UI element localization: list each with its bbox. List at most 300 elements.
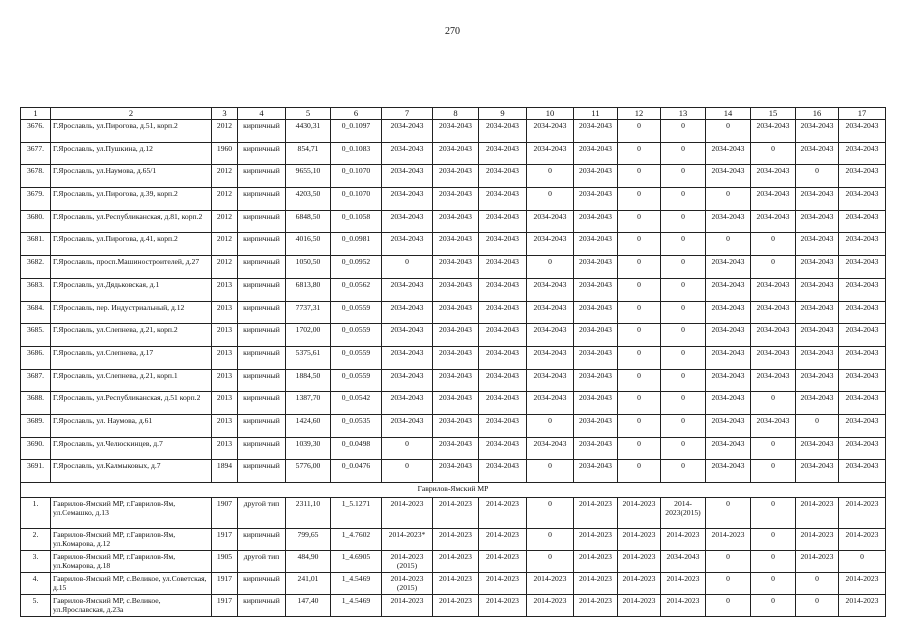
table-cell: 2034-2043 [751, 278, 796, 301]
table-cell: 2034-2043 [382, 165, 433, 188]
table-cell: 2012 [212, 120, 238, 143]
table-cell: 0 [527, 460, 574, 483]
table-cell: 2034-2043 [661, 551, 706, 573]
table-cell: 2014-2023 [574, 529, 618, 551]
table-cell: 3676. [21, 120, 51, 143]
table-cell: 0 [661, 278, 706, 301]
table-cell: 2014-2023 [796, 529, 839, 551]
table-cell: 2014-2023 [839, 595, 886, 617]
table-cell: 0 [618, 301, 661, 324]
table-cell: кирпичный [238, 301, 286, 324]
table-cell: 0 [618, 437, 661, 460]
table-cell: 1960 [212, 142, 238, 165]
table-cell: 0 [706, 120, 751, 143]
address-cell: Г.Ярославль, ул.Республиканская, д.51 корп.2 [51, 392, 212, 415]
table-cell: 0 [661, 256, 706, 279]
table-cell: 2012 [212, 256, 238, 279]
table-cell: 0 [618, 278, 661, 301]
table-cell: 2034-2043 [706, 392, 751, 415]
table-row [21, 392, 886, 415]
table-cell: 2014-2023 [479, 551, 527, 573]
page-number: 270 [445, 26, 460, 37]
table-cell: 2034-2043 [839, 165, 886, 188]
table-cell: 2034-2043 [706, 437, 751, 460]
table-cell: 2034-2043 [433, 142, 479, 165]
table-cell: 2014-2023 [839, 529, 886, 551]
table-cell: 3686. [21, 346, 51, 369]
address-cell: Гаврилов-Ямский МР, с.Великое, ул.Ярославская, д.23а [51, 595, 212, 617]
table-cell: 2014-2023 [433, 595, 479, 617]
table-cell: 2014-2023 [433, 551, 479, 573]
table-cell: 2034-2043 [796, 437, 839, 460]
table-cell: 2034-2043 [574, 142, 618, 165]
table-cell: 2034-2043 [796, 188, 839, 211]
table-cell: 2014-2023 [527, 573, 574, 595]
column-header: 7 [382, 108, 433, 120]
table-cell: 2034-2043 [839, 278, 886, 301]
table-cell: 0 [661, 346, 706, 369]
table-cell: кирпичный [238, 188, 286, 211]
table-row [21, 529, 886, 551]
table-cell: 2034-2043 [479, 437, 527, 460]
table-cell: 0 [382, 460, 433, 483]
table-cell: 3677. [21, 142, 51, 165]
table-cell: 2034-2043 [527, 346, 574, 369]
table-cell: 2034-2043 [479, 392, 527, 415]
table-cell: 2034-2043 [706, 460, 751, 483]
table-cell: кирпичный [238, 256, 286, 279]
table-cell: 2034-2043 [382, 414, 433, 437]
table-cell: 2014-2023 [479, 595, 527, 617]
table-cell: 2014-2023 [382, 498, 433, 529]
table-cell: 2034-2043 [433, 346, 479, 369]
table-cell: 0 [661, 188, 706, 211]
table-cell: 2034-2043 [433, 210, 479, 233]
table-cell: 3683. [21, 278, 51, 301]
column-header: 15 [751, 108, 796, 120]
table-cell: 2034-2043 [433, 460, 479, 483]
table-row [21, 233, 886, 256]
table-cell: 0 [618, 392, 661, 415]
table-cell: 0 [661, 414, 706, 437]
table-row [21, 256, 886, 279]
table-cell: 0 [661, 369, 706, 392]
table-cell: 2034-2043 [706, 369, 751, 392]
table-cell: 3689. [21, 414, 51, 437]
table-cell: 2014-2023 [839, 573, 886, 595]
table-row [21, 346, 886, 369]
table-cell: 0_0.0559 [331, 301, 382, 324]
table-cell: 0 [751, 256, 796, 279]
table-cell: 2034-2043 [751, 188, 796, 211]
address-cell: Г.Ярославль, ул. Наумова, д.61 [51, 414, 212, 437]
table-cell: 0 [527, 551, 574, 573]
column-header: 13 [661, 108, 706, 120]
table-cell: 2034-2043 [574, 346, 618, 369]
table-cell: 2034-2043 [839, 392, 886, 415]
table-cell: 4203,50 [286, 188, 331, 211]
table-cell: 2012 [212, 210, 238, 233]
table-row [21, 278, 886, 301]
table-cell: 0 [706, 233, 751, 256]
table-cell: 4016,50 [286, 233, 331, 256]
table-cell: 2014-2023 [433, 573, 479, 595]
table-cell: 2014-2023 [618, 573, 661, 595]
table-row [21, 210, 886, 233]
table-cell: 0 [382, 256, 433, 279]
table-cell: 2014-2023 [796, 551, 839, 573]
table-cell: кирпичный [238, 437, 286, 460]
table-cell: 0 [706, 573, 751, 595]
table-cell: 2014-2023 [661, 573, 706, 595]
table-row [21, 498, 886, 529]
table-cell: 3678. [21, 165, 51, 188]
table-cell: 0 [527, 188, 574, 211]
address-cell: Г.Ярославль, просп.Машиностроителей, д.27 [51, 256, 212, 279]
table-cell: 9655,10 [286, 165, 331, 188]
table-cell: 2034-2043 [706, 324, 751, 347]
table-cell: 0 [796, 595, 839, 617]
table-cell: 2034-2043 [706, 256, 751, 279]
column-header: 6 [331, 108, 382, 120]
table-cell: кирпичный [238, 210, 286, 233]
table-cell: 2034-2043 [751, 369, 796, 392]
table-cell: 2013 [212, 324, 238, 347]
table-cell: 0 [618, 188, 661, 211]
table-cell: кирпичный [238, 595, 286, 617]
table-cell: 2034-2043 [433, 120, 479, 143]
table-cell: 3682. [21, 256, 51, 279]
table-cell: 0 [527, 498, 574, 529]
table-cell: 2013 [212, 369, 238, 392]
table-cell: 2013 [212, 392, 238, 415]
address-cell: Г.Ярославль, ул.Наумова, д.65/1 [51, 165, 212, 188]
table-cell: 0 [661, 165, 706, 188]
table-cell: 2034-2043 [382, 142, 433, 165]
table-cell: кирпичный [238, 392, 286, 415]
table-cell: 2014-2023 [839, 498, 886, 529]
table-cell: 2034-2043 [479, 460, 527, 483]
table-cell: 2034-2043 [574, 460, 618, 483]
table-cell: 2014-2023 [382, 595, 433, 617]
table-cell: кирпичный [238, 460, 286, 483]
column-header: 3 [212, 108, 238, 120]
table-cell: 2014-2023 [527, 595, 574, 617]
table-cell: 0 [751, 595, 796, 617]
table-cell: 2034-2043 [433, 324, 479, 347]
table-cell: 0_0.0559 [331, 346, 382, 369]
table-cell: 2034-2043 [479, 278, 527, 301]
table-cell: 2034-2043 [839, 460, 886, 483]
table-cell: 2034-2043 [706, 346, 751, 369]
table-cell: 0 [661, 233, 706, 256]
table-cell: 2034-2043 [574, 120, 618, 143]
table-cell: 2034-2043 [574, 188, 618, 211]
table-cell: 0 [618, 324, 661, 347]
table-cell: 3685. [21, 324, 51, 347]
table-cell: 0_0.0559 [331, 369, 382, 392]
table-cell: 1_5.1271 [331, 498, 382, 529]
table-cell: 2034-2043 [479, 210, 527, 233]
table-cell: 2034-2043 [706, 165, 751, 188]
table-cell: 2034-2043 [751, 165, 796, 188]
table-cell: 0_0.1097 [331, 120, 382, 143]
address-cell: Г.Ярославль, ул.Пирогова, д.39, корп.2 [51, 188, 212, 211]
address-cell: Г.Ярославль, ул.Челюскинцев, д.7 [51, 437, 212, 460]
table-cell: 1_4.5469 [331, 573, 382, 595]
table-cell: 0 [706, 498, 751, 529]
table-cell: 2034-2043 [839, 188, 886, 211]
table-cell: 2014-2023 [479, 498, 527, 529]
table-row [21, 551, 886, 573]
table-cell: 2034-2043 [796, 233, 839, 256]
table-cell: 0_0.0498 [331, 437, 382, 460]
table-cell: 2014-2023 [618, 551, 661, 573]
table-cell: 1917 [212, 573, 238, 595]
table-cell: 0 [706, 595, 751, 617]
address-cell: Гаврилов-Ямский МР, г.Гаврилов-Ям, ул.Комарова, д.12 [51, 529, 212, 551]
table-cell: 2014-2023* [382, 529, 433, 551]
table-cell: 2034-2043 [433, 414, 479, 437]
table-cell: кирпичный [238, 278, 286, 301]
column-header: 5 [286, 108, 331, 120]
table-cell: 1917 [212, 595, 238, 617]
table-cell: 2034-2043 [527, 301, 574, 324]
table-cell: 2034-2043 [433, 256, 479, 279]
table-cell: 2034-2043 [839, 233, 886, 256]
address-cell: Г.Ярославль, ул.Слепнева, д.21, корп.1 [51, 369, 212, 392]
table-cell: 2034-2043 [479, 414, 527, 437]
address-cell: Г.Ярославль, ул.Калмыковых, д.7 [51, 460, 212, 483]
table-cell: 2034-2043 [527, 142, 574, 165]
address-cell: Г.Ярославль, ул.Республиканская, д.81, корп.2 [51, 210, 212, 233]
table-cell: 0_0.1083 [331, 142, 382, 165]
table-cell: 2034-2043 [479, 346, 527, 369]
table-cell: 2034-2043 [479, 256, 527, 279]
table-cell: 2014-2023 [661, 529, 706, 551]
table-cell: 0 [618, 142, 661, 165]
table-cell: 2034-2043 [479, 301, 527, 324]
column-header: 1 [21, 108, 51, 120]
table-cell: 0 [796, 573, 839, 595]
table-cell: 2034-2043 [796, 392, 839, 415]
table-cell: 0 [618, 165, 661, 188]
table-cell: 0_0.1070 [331, 188, 382, 211]
table-cell: 2034-2043 [796, 324, 839, 347]
table-cell: 1039,30 [286, 437, 331, 460]
column-header: 8 [433, 108, 479, 120]
table-cell: 0 [618, 120, 661, 143]
column-header: 11 [574, 108, 618, 120]
table-cell: 3681. [21, 233, 51, 256]
table-cell: 0 [796, 165, 839, 188]
table-row [21, 437, 886, 460]
table-cell: 2034-2043 [527, 233, 574, 256]
table-cell: 2013 [212, 346, 238, 369]
table-cell: 2034-2043 [839, 120, 886, 143]
table-cell: 0 [618, 346, 661, 369]
table-cell: 2014-2023 [433, 498, 479, 529]
table-cell: 2014-2023 [479, 573, 527, 595]
section-row [21, 483, 886, 498]
table-cell: 1884,50 [286, 369, 331, 392]
table-cell: 2034-2043 [839, 324, 886, 347]
table-cell: 2034-2043 [839, 346, 886, 369]
table-cell: 2013 [212, 278, 238, 301]
table-cell: 2034-2043 [433, 233, 479, 256]
table-cell: 1_4.6905 [331, 551, 382, 573]
table-cell: 0 [661, 460, 706, 483]
table-cell: 0_0.0542 [331, 392, 382, 415]
table-cell: 1. [21, 498, 51, 529]
table-cell: 2034-2043 [382, 324, 433, 347]
table-cell: 2034-2043 [574, 278, 618, 301]
column-header: 14 [706, 108, 751, 120]
table-cell: 2034-2043 [574, 437, 618, 460]
table-cell: 2034-2043 [382, 369, 433, 392]
table-cell: 2034-2043 [527, 392, 574, 415]
table-cell: 1917 [212, 529, 238, 551]
table-cell: 799,65 [286, 529, 331, 551]
table-cell: 1702,00 [286, 324, 331, 347]
column-header: 4 [238, 108, 286, 120]
table-cell: 2034-2043 [574, 233, 618, 256]
table-cell: 2034-2043 [479, 142, 527, 165]
table-cell: 0_0.0952 [331, 256, 382, 279]
table-cell: 0 [751, 142, 796, 165]
table-cell: 2034-2043 [479, 369, 527, 392]
table-cell: 0 [706, 188, 751, 211]
table-cell: 2014-2023 [661, 595, 706, 617]
table-cell: 2034-2043 [751, 414, 796, 437]
table-cell: 854,71 [286, 142, 331, 165]
table-row [21, 573, 886, 595]
table-cell: 2014-2023 [618, 529, 661, 551]
table-cell: 0_0.0981 [331, 233, 382, 256]
table-cell: 0 [382, 437, 433, 460]
address-cell: Гаврилов-Ямский МР, с.Великое, ул.Советская, д.15 [51, 573, 212, 595]
table-cell: 2034-2043 [574, 301, 618, 324]
table-cell: 2034-2043 [751, 210, 796, 233]
table-cell: другой тип [238, 551, 286, 573]
table-cell: 2014-2023 [574, 573, 618, 595]
table-cell: 0 [751, 233, 796, 256]
table-cell: 0_0.1070 [331, 165, 382, 188]
address-cell: Г.Ярославль, ул.Пирогова, д.41, корп.2 [51, 233, 212, 256]
table-cell: 2034-2043 [433, 437, 479, 460]
table-cell: 3688. [21, 392, 51, 415]
table-cell: кирпичный [238, 324, 286, 347]
table-cell: 0 [661, 301, 706, 324]
table-cell: 4. [21, 573, 51, 595]
table-cell: 2034-2043 [382, 210, 433, 233]
table-cell: 2034-2043 [527, 324, 574, 347]
address-cell: Г.Ярославль, пер. Индустриальный, д.12 [51, 301, 212, 324]
table-cell: 2034-2043 [382, 188, 433, 211]
table-cell: кирпичный [238, 573, 286, 595]
buildings-table [20, 107, 886, 617]
table-cell: 2034-2043 [527, 278, 574, 301]
table-cell: 0 [796, 414, 839, 437]
table-cell: 3. [21, 551, 51, 573]
table-cell: кирпичный [238, 414, 286, 437]
table-cell: 0 [839, 551, 886, 573]
table-cell: 2014-2023 (2015) [382, 573, 433, 595]
table-row [21, 165, 886, 188]
table-cell: 0 [527, 529, 574, 551]
table-cell: 3679. [21, 188, 51, 211]
table-cell: 5776,00 [286, 460, 331, 483]
table-cell: 3691. [21, 460, 51, 483]
table-cell: 2034-2043 [382, 233, 433, 256]
table-cell: 0 [527, 414, 574, 437]
table-row [21, 369, 886, 392]
table-cell: 0_0.0535 [331, 414, 382, 437]
table-cell: 2034-2043 [382, 120, 433, 143]
table-cell: 2014-2023 [574, 551, 618, 573]
table-cell: 1050,50 [286, 256, 331, 279]
table-cell: 2014-2023 [479, 529, 527, 551]
column-header: 9 [479, 108, 527, 120]
table-cell: 0 [618, 414, 661, 437]
table-cell: 2034-2043 [706, 301, 751, 324]
table-cell: 0 [706, 551, 751, 573]
table-cell: 2034-2043 [839, 142, 886, 165]
address-cell: Г.Ярославль, ул.Пушкина, д.12 [51, 142, 212, 165]
table-cell: 2034-2043 [433, 392, 479, 415]
header-row [21, 108, 886, 120]
table-row [21, 120, 886, 143]
table-cell: 0 [751, 573, 796, 595]
table-cell: 0 [618, 233, 661, 256]
table-cell: 2034-2043 [839, 256, 886, 279]
table-cell: 0 [751, 551, 796, 573]
table-cell: 2014-2023 [433, 529, 479, 551]
table-cell: 0_0.0562 [331, 278, 382, 301]
table-cell: 2034-2043 [479, 120, 527, 143]
table-cell: 0 [751, 392, 796, 415]
table-cell: 0 [751, 529, 796, 551]
table-cell: 2034-2043 [796, 120, 839, 143]
table-cell: 0 [661, 142, 706, 165]
table-cell: 0 [527, 165, 574, 188]
table-cell: 2014-2023 (2015) [382, 551, 433, 573]
address-cell: Г.Ярославль, ул.Пирогова, д.51, корп.2 [51, 120, 212, 143]
address-cell: Г.Ярославль, ул.Слепнева, д.21, корп.2 [51, 324, 212, 347]
table-cell: 2034-2043 [382, 346, 433, 369]
table-cell: 5375,61 [286, 346, 331, 369]
column-header: 2 [51, 108, 212, 120]
table-cell: 0 [618, 210, 661, 233]
table-cell: 2034-2043 [382, 278, 433, 301]
address-cell: Гаврилов-Ямский МР, г.Гаврилов-Ям, ул.Семашко, д.13 [51, 498, 212, 529]
table-cell: 2012 [212, 233, 238, 256]
table-cell: 2014-2023 [574, 595, 618, 617]
table-cell: 2034-2043 [479, 188, 527, 211]
table-cell: 1387,70 [286, 392, 331, 415]
table-row [21, 595, 886, 617]
column-header: 10 [527, 108, 574, 120]
table-cell: 1894 [212, 460, 238, 483]
table-cell: 2014-2023 [796, 498, 839, 529]
table-cell: 2013 [212, 301, 238, 324]
table-cell: 2034-2043 [796, 210, 839, 233]
table-cell: 2034-2043 [433, 369, 479, 392]
table-cell: 4430,31 [286, 120, 331, 143]
column-header: 12 [618, 108, 661, 120]
table-row [21, 414, 886, 437]
table-cell: 0 [527, 256, 574, 279]
